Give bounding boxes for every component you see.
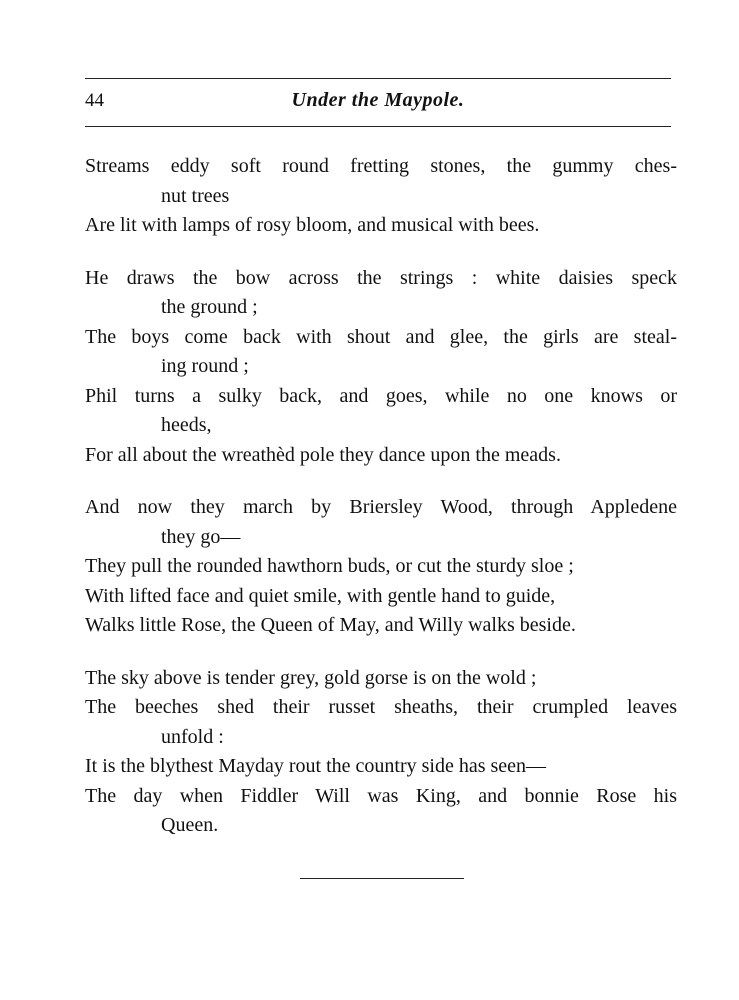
verse-line-continuation: nut trees (161, 184, 230, 207)
verse-line: With lifted face and quiet smile, with gentle hand to guide, (85, 584, 556, 607)
verse-line: The sky above is tender grey, gold gorse is on the wold ; (85, 666, 537, 689)
verse-line-continuation: the ground ; (161, 296, 258, 318)
page-header (85, 90, 671, 116)
verse-line: The beeches shed their russet sheaths, their crumpled leaves (85, 696, 677, 718)
poem-body (85, 152, 681, 864)
header-top-rule (85, 78, 671, 79)
stanza (85, 152, 681, 241)
verse-line: It is the blythest Mayday rout the country side has seen— (85, 755, 547, 777)
header-bottom-rule (85, 126, 671, 127)
verse-line: Are lit with lamps of rosy bloom, and musical with bees. (85, 214, 540, 236)
running-title: Under the Maypole. (291, 89, 465, 111)
stanza (85, 493, 681, 641)
verse-line-continuation: ing round ; (161, 355, 249, 377)
verse-line: The boys come back with shout and glee, the girls are steal- (85, 325, 677, 348)
verse-line: Walks little Rose, the Queen of May, and Willy walks beside. (85, 614, 576, 636)
stanza (85, 664, 681, 841)
verse-line: They pull the rounded hawthorn buds, or cut the sturdy sloe ; (85, 555, 574, 577)
verse-line-continuation: they go— (161, 525, 241, 548)
end-rule (300, 878, 464, 879)
verse-line: Streams eddy soft round fretting stones, the gummy ches- (85, 155, 677, 177)
stanza (85, 264, 681, 471)
verse-line: Phil turns a sulky back, and goes, while no one knows or (85, 384, 677, 407)
verse-line-continuation: unfold : (161, 725, 224, 748)
verse-line: The day when Fiddler Will was King, and bonnie Rose his (85, 784, 677, 807)
verse-line: And now they march by Briersley Wood, through Appledene (85, 496, 677, 518)
verse-line: For all about the wreathèd pole they dance upon the meads. (85, 443, 561, 466)
verse-line-continuation: heeds, (161, 414, 212, 436)
verse-line: He draws the bow across the strings : white daisies speck (85, 266, 677, 289)
page-number: 44 (85, 90, 104, 111)
verse-line-continuation: Queen. (161, 814, 219, 836)
